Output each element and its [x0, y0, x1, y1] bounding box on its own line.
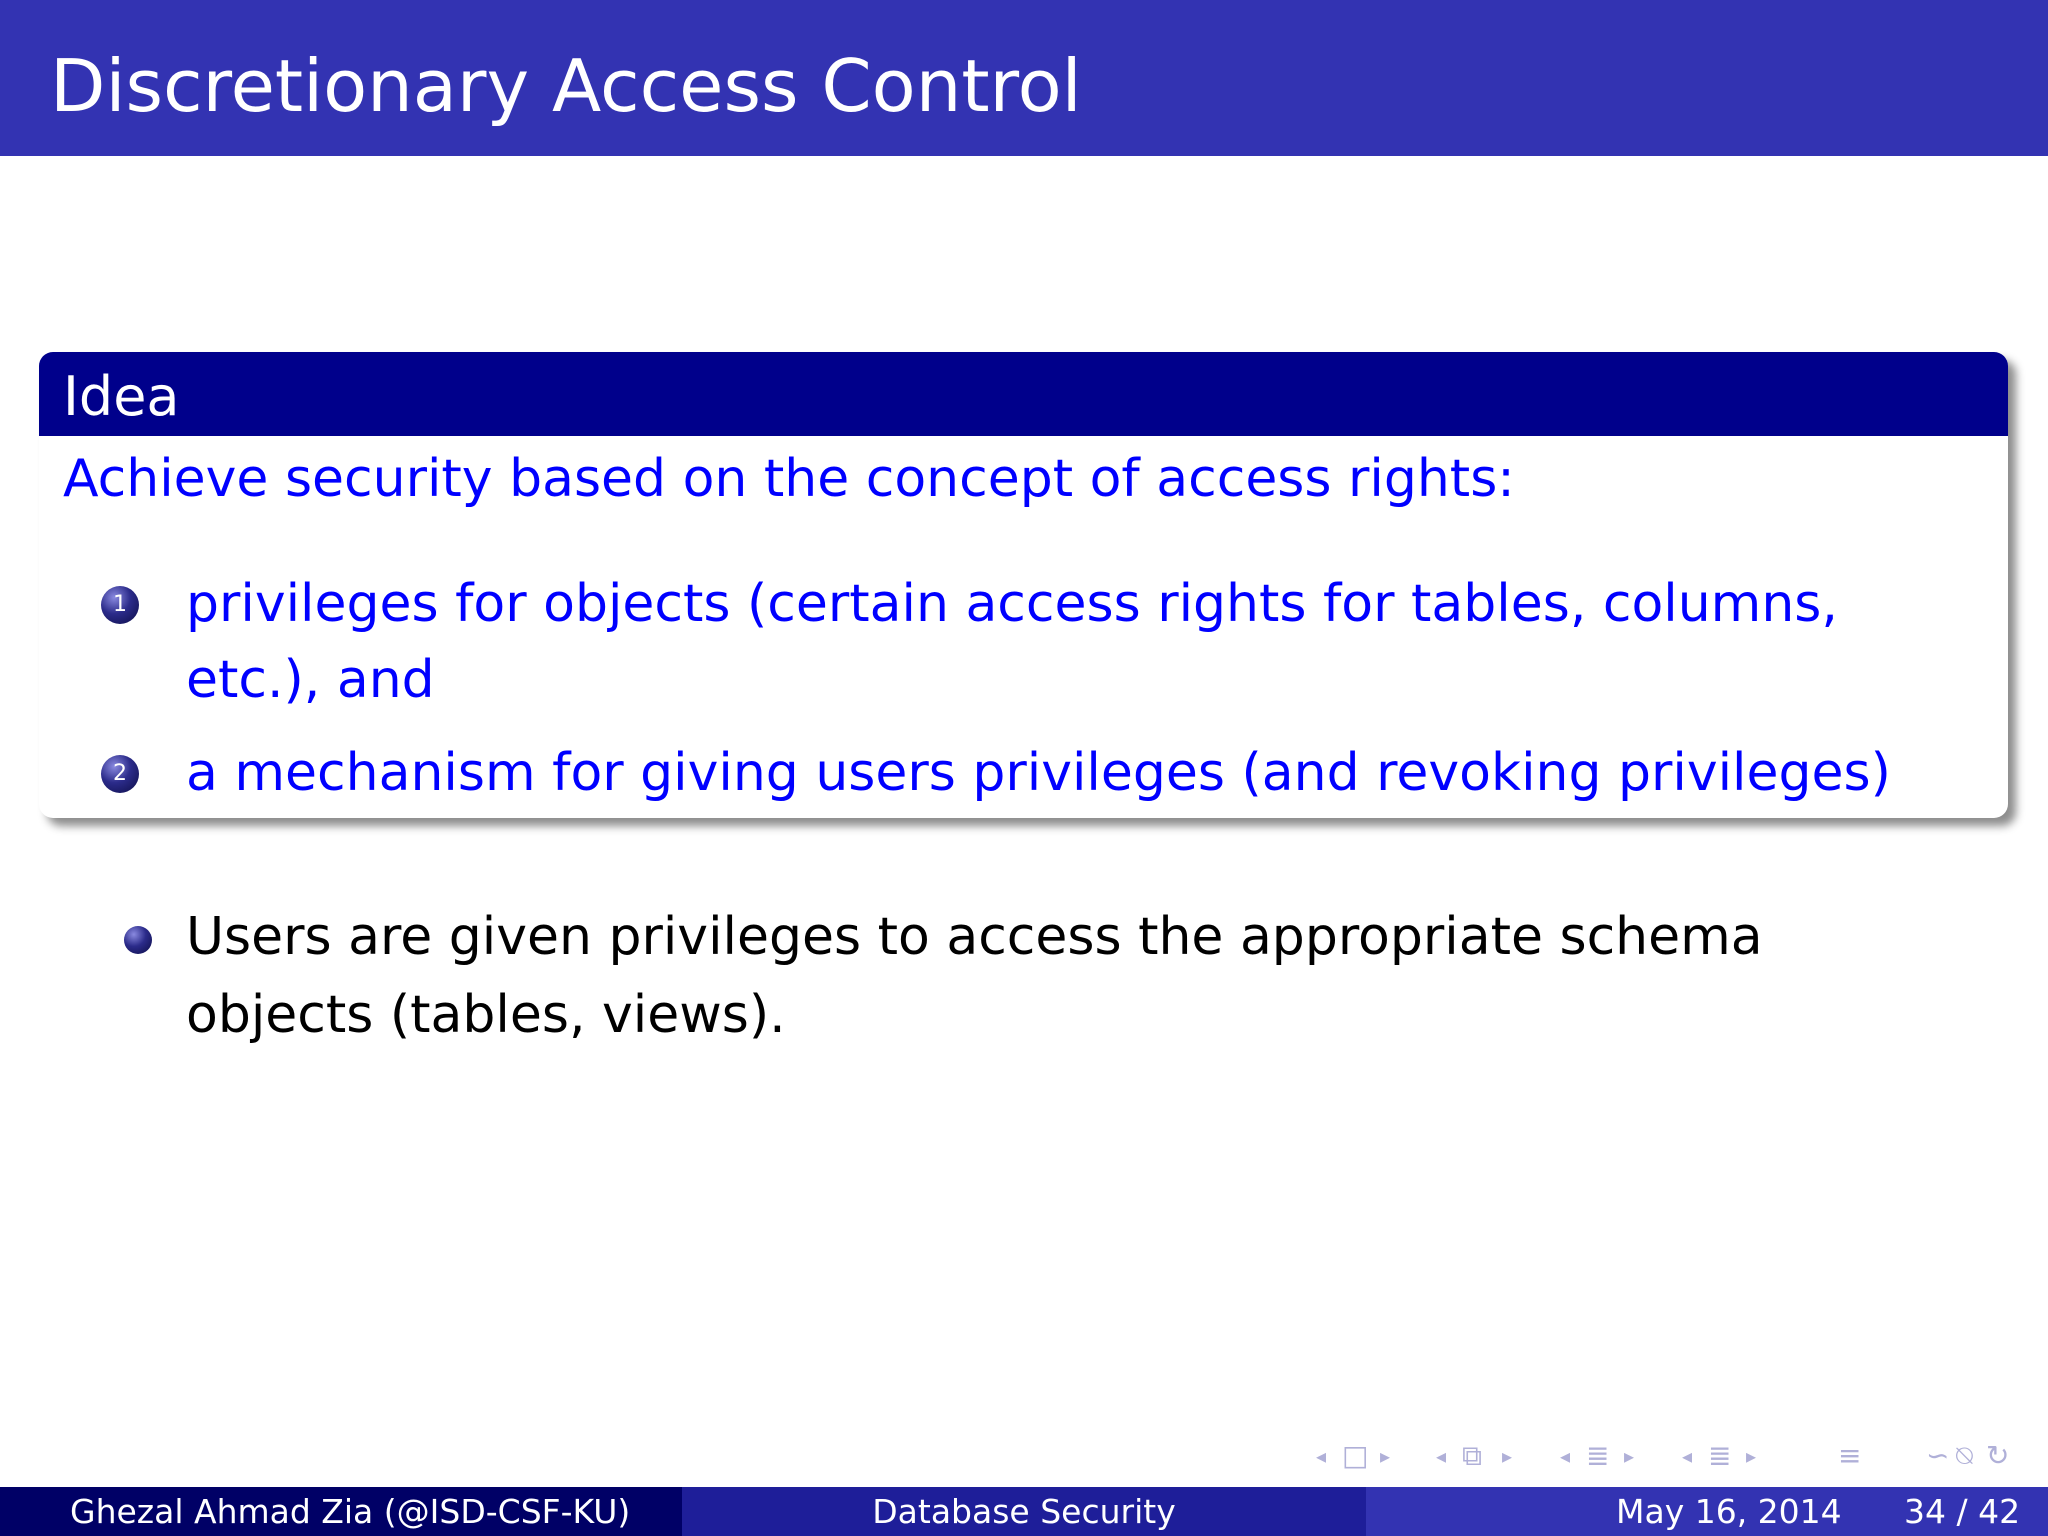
zoom-icon[interactable]: ⍉: [1956, 1439, 1973, 1472]
refresh-icon[interactable]: ↻: [1986, 1439, 2010, 1472]
block-intro-text: Achieve security based on the concept of access rights:: [63, 449, 1515, 509]
footer-author: Ghezal Ahmad Zia (@ISD-CSF-KU): [70, 1492, 631, 1531]
bullet-text: Users are given privileges to access the appropriate schema objects (tables, views).: [186, 907, 1763, 1045]
prev-section-icon[interactable]: ◂: [1682, 1444, 1693, 1468]
search-back-icon[interactable]: ∽: [1926, 1439, 1950, 1472]
block-title-bar: [39, 352, 2008, 436]
next-section-icon[interactable]: ▸: [1746, 1444, 1757, 1468]
footer-date-box: [1366, 1487, 2048, 1536]
enumerate-number-2: 2: [101, 755, 139, 793]
frame-icon[interactable]: ⧉: [1462, 1439, 1482, 1472]
slide-icon[interactable]: □: [1342, 1439, 1369, 1472]
next-subsection-icon[interactable]: ▸: [1624, 1444, 1635, 1468]
section-icon[interactable]: ≣: [1708, 1439, 1732, 1472]
slide-title: Discretionary Access Control: [50, 44, 1082, 128]
footer-page-number: 34 / 42: [1904, 1492, 2021, 1531]
bullet-icon: [124, 926, 152, 954]
subsection-icon[interactable]: ≣: [1586, 1439, 1610, 1472]
align-icon[interactable]: ≡: [1838, 1439, 1862, 1472]
navigation-bar: [1310, 1437, 2030, 1477]
prev-slide-icon[interactable]: ◂: [1316, 1444, 1327, 1468]
footline: [0, 1487, 2048, 1536]
block-title: Idea: [63, 365, 180, 428]
prev-frame-icon[interactable]: ◂: [1436, 1444, 1447, 1468]
footer-date: May 16, 2014: [1616, 1492, 1842, 1531]
slide-title-bar: [0, 0, 2048, 156]
enumerate-text-1: privileges for objects (certain access rights for tables, columns, etc.), and: [186, 574, 1838, 710]
enumerate-text-2: a mechanism for giving users privileges (and revoking privileges): [186, 743, 1891, 803]
next-slide-icon[interactable]: ▸: [1380, 1444, 1391, 1468]
footer-title: Database Security: [682, 1487, 1366, 1536]
prev-subsection-icon[interactable]: ◂: [1560, 1444, 1571, 1468]
enumerate-number-1: 1: [101, 586, 139, 624]
footer-author-box: [0, 1487, 682, 1536]
idea-block: [39, 352, 2008, 818]
next-frame-icon[interactable]: ▸: [1502, 1444, 1513, 1468]
